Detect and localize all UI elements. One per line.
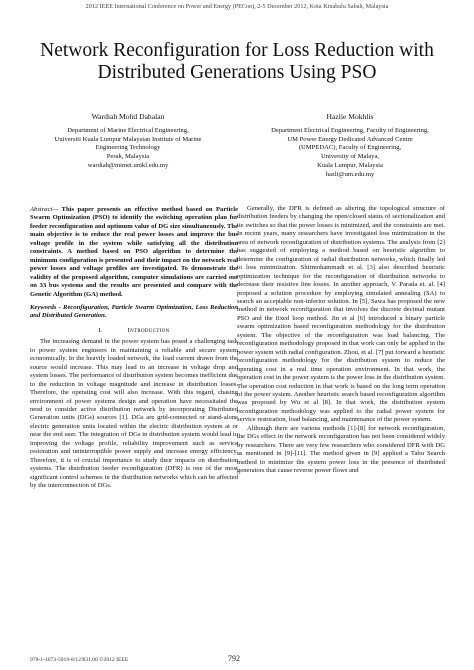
author-block-2 [250, 113, 450, 180]
author-affiliation-line: (UMPEDAC), Faculty of Engineering, [298, 144, 402, 152]
body-paragraph: Although there are various methods [1]-[8] for network reconfiguration, the DGs effect in the network reconfiguration has not been considered widely by researchers. There are very few researchers who considered DFR with DG as mentioned in [9]-[11]. The method given in [9] applied a Tabu Search method to minimize the system power loss in the presence of distributed generators that cause reverse power flows and [237, 424, 445, 475]
author-email: hazli@um.edu.my [325, 170, 375, 178]
author-block-1 [28, 113, 228, 171]
abstract [30, 206, 238, 299]
abstract-lead: Abstract— [30, 206, 59, 213]
author-affiliation-line: Engineering Technology [95, 144, 161, 152]
left-column [30, 206, 238, 491]
section-title: Introduction [127, 326, 170, 334]
author-affiliation-line: Department Electrical Engineering, Faculty of Engineering, [271, 126, 429, 134]
author-affiliation-line: Kuala Lumpur, Malaysia [317, 161, 383, 169]
footer-isbn: 978-1-4673-5019-8/12/$31.00 ©2012 IEEE [30, 657, 129, 663]
right-column [237, 205, 445, 476]
page-number: 792 [228, 654, 240, 663]
author-affiliation-line: University of Malaya, [320, 153, 380, 161]
abstract-body: This paper presents an effective method based on Particle Swarm Optimization (PSO) to identify the switching operation plan for feeder reconfiguration and optimum value of DG size simultaneously. The main objective is to reduce the real power losses and improve the bus voltage profile in the system while satisfying all the distribution constraints. A method based on PSO algorithm to determine the minimum configuration is presented and their impact on the network real power losses and voltage profiles are investigated. To demonstrate the validity of the proposed algorithm, computer simulations are carried out on 33 bus systems and the results are presented and compare with the Genetic Algorithm (GA) method. [30, 206, 238, 298]
section-heading [30, 327, 238, 335]
body-paragraph: Generally, the DFR is defined as altering the topological structure of distribution feeders by changing the open/closed status of sectionalization and tie switches so that the power losses is minimized, and the constraints are met. In recent years, many researchers have investigated loss minimization in the area of network reconfiguration of distribution systems. The analysis from [2] has suggested of employing a method based on heuristic algorithm to determine the configuration of radial distribution networks, which finally led to loss minimization. Shirmohammadi et al. [3] also described heuristic optimization technique for the reconfiguration of distribution networks to decrease their resistive line losses. In another approach, V. Parada et. al. [4] proposed a solution procedure by employing simulated annealing (SA) to search an acceptable non-inferior solution. In [5], Sawa has proposed the new method in network reconfiguration that involves the discrete decimal mutant PSO and the fixed loop method. Jin et al [6] introduced a binary particle swarm optimization based reconfiguration methodology for the distribution system. The objective of the reconfiguration was load balancing. The reconfiguration methodology proposed in that work can only be applied in the power system with radial configuration. Zhou, et al. [7] put forward a heuristic reconfiguration methodology for the distribution system to reduce the operating cost in a real time operation environment. In that work, the operation cost in the power system is the power loss in the distribution system. The operation cost reduction in that work is based on the long term operation of the power system. Another heuristic search based reconfiguration algorithm was proposed by Wu et al [8]. In that work, the distribution system reconfiguration methodology was applied to the radial power system for service restoration, load balancing, and maintenance of the power system. [237, 205, 445, 424]
author-affiliation-line: UM Power Energy Dedicated Advanced Centre [287, 135, 413, 143]
paper-title [0, 40, 474, 84]
author-affiliation-line: Universiti Kuala Lumpur Malaysian Institute of Marine [54, 135, 202, 143]
author-email: wardiah@mimet.unikl.edu.my [87, 161, 169, 169]
intro-paragraph: The increasing demand in the power system has posed a challenging task to power system engineers in maintaining a reliable and secure system economically. In the heavily loaded network, the load current drawn from the source would increase. This may lead to an increase in voltage drop and system losses. The performance of distribution system becomes inefficient due to the reduction in voltage magnitude and increase in distribution losses. Therefore, the operating cost will also increase. With this regard, chasing environment of power systems design and operation have necessitated the need to consider active distribution network by incorporating Distributed Generation units (DGs) sources [1]. DGs are grid-connected or stand-alone electric generation units located within the electric distribution system at or near the end user. The integration of DGs in distribution system would lead to improving the voltage profile, reliability improvement such as service restoration and uninterruptible power supply and increase energy efficiency. Therefore, it is of crucial importance to study their impacts on distribution systems. The distribution feeder reconfiguration (DFR) is one of the most significant control schemes in the distribution networks which can be affected by the interconnection of DGs. [30, 338, 238, 490]
title-line-2: Distributed Generations Using PSO [97, 62, 377, 83]
section-number: I. [98, 326, 103, 334]
conference-header: 2012 IEEE International Conference on Power and Energy (PECon), 2-5 December 2012, Kota Kinabalu Sabah, Malaysia [85, 3, 389, 10]
author-name: Hazlie Mokhlis [326, 112, 374, 121]
author-name: Wardiah Mohd Dahalan [91, 112, 165, 121]
author-affiliation-line: Perak, Malaysia [106, 153, 150, 161]
keywords: Keywords - Reconfiguration, Particle Swarm Optimization, Loss Reduction and Distributed Generation. [30, 303, 238, 320]
author-affiliation-line: Department of Marine Electrical Engineering, [67, 126, 189, 134]
title-line-1: Network Reconfiguration for Loss Reduction with [40, 40, 434, 61]
